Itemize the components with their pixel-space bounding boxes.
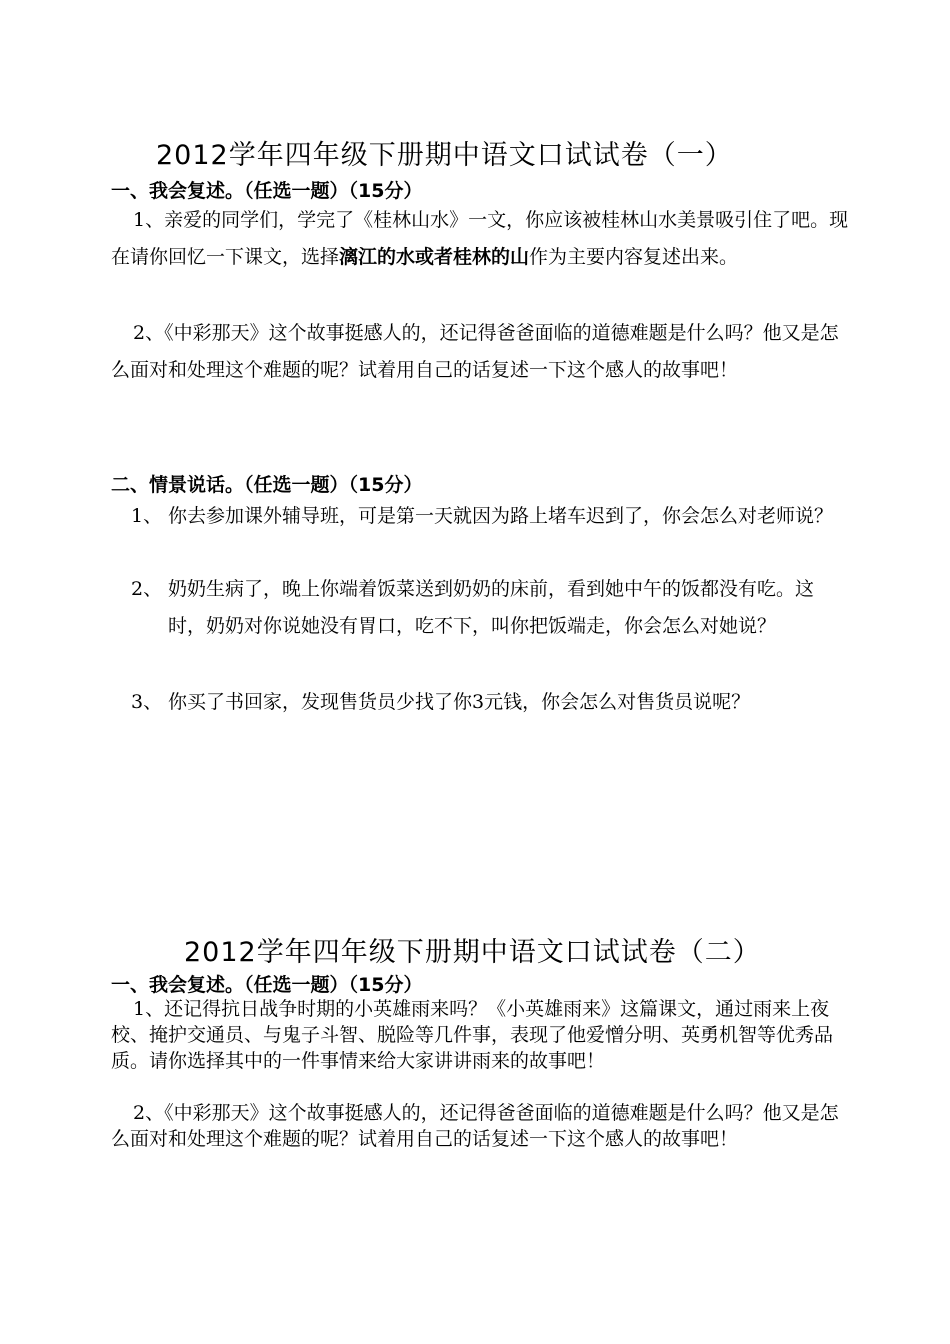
exam2-section1-item2: 2、《中彩那天》这个故事挺感人的，还记得爸爸面临的道德难题是什么吗？他又是怎么面对和处理这个难题的呢？试着用自己的话复述一下这个感人的故事吧！	[111, 1102, 839, 1150]
exam1-item1-bold-text: 漓江的水或者桂林的山	[339, 246, 530, 268]
item-text: 奶奶生病了，晚上你端着饭菜送到奶奶的床前，看到她中午的饭都没有吃。这时，奶奶对你说她没有胃口，吃不下，叫你把饭端走，你会怎么对她说？	[168, 578, 815, 637]
exam1-section1-item1	[111, 202, 851, 276]
item-number: 2、	[131, 578, 163, 600]
item-number: 1、	[131, 505, 163, 527]
exam2-section1-item1: 1、还记得抗日战争时期的小英雄雨来吗？《小英雄雨来》这篇课文，通过雨来上夜校、掩护交通员、与鬼子斗智、脱险等几件事，表现了他爱憎分明、英勇机智等优秀品质。请你选择其中的一件事情来给大家讲讲雨来的故事吧！	[111, 998, 834, 1072]
exam1-title: 2012学年四年级下册期中语文口试试卷（一）	[156, 140, 733, 171]
exam1-section1-heading: 一、我会复述。（任选一题）（15分）	[111, 180, 423, 202]
exam1-section1-item2: 2、《中彩那天》这个故事挺感人的，还记得爸爸面临的道德难题是什么吗？他又是怎么面对和处理这个难题的呢？试着用自己的话复述一下这个感人的故事吧！	[111, 322, 839, 381]
exam1-item1-text-before: 1、亲爱的同学们，学完了《桂林山水》一文，你应该被桂林山水美景吸引住了吧。现在请你回忆一下课文，选择	[111, 209, 849, 268]
item-text: 你去参加课外辅导班，可是第一天就因为路上堵车迟到了，你会怎么对老师说？	[168, 505, 834, 527]
exam2-title: 2012学年四年级下册期中语文口试试卷（二）	[184, 937, 761, 968]
exam1-section2-item3	[131, 684, 851, 721]
exam1-section2-item2	[131, 571, 851, 645]
item-number: 3、	[131, 691, 163, 713]
item-text: 你买了书回家，发现售货员少找了你3元钱，你会怎么对售货员说呢？	[168, 691, 751, 713]
exam1-section2-heading: 二、情景说话。（任选一题）（15分）	[111, 474, 423, 496]
exam1-section2-item1	[131, 498, 851, 535]
exam2-section1-heading: 一、我会复述。（任选一题）（15分）	[111, 974, 423, 996]
exam1-item1-text-after: 作为主要内容复述出来。	[529, 246, 739, 268]
